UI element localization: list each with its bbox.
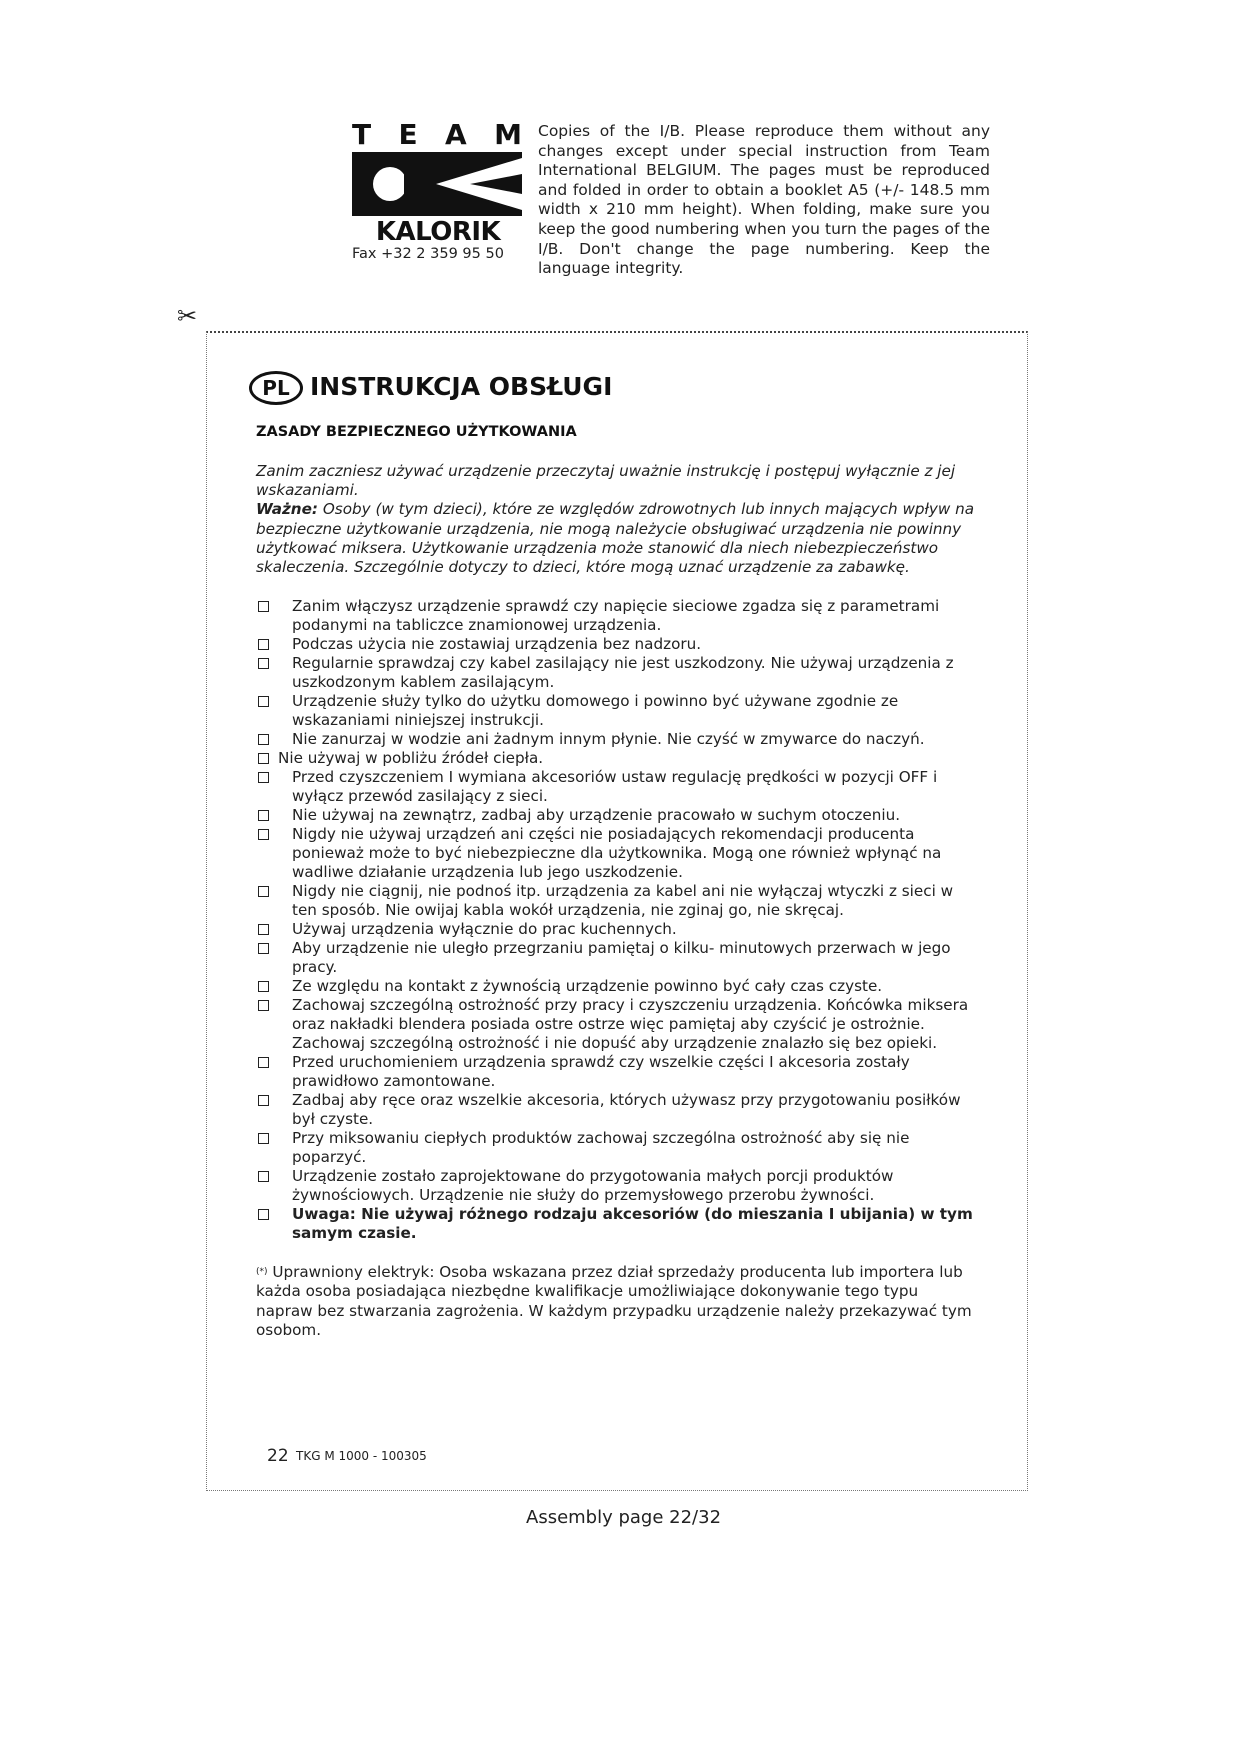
list-item: Urządzenie służy tylko do użytku domowego i powinno być używane zgodnie ze wskazaniami niniejszej instrukcji. <box>256 692 976 730</box>
checkbox-bullet-icon <box>258 1171 269 1182</box>
list-item: Zadbaj aby ręce oraz wszelkie akcesoria, których używasz przy przygotowaniu posiłków był czyste. <box>256 1091 976 1129</box>
list-item: Nie używaj na zewnątrz, zadbaj aby urządzenie pracowało w suchym otoczeniu. <box>256 806 976 825</box>
list-item: Zachowaj szczególną ostrożność przy pracy i czyszczeniu urządzenia. Końcówka miksera oraz nakładki blendera posiada ostre ostrze więc pamiętaj aby czyścić je ostrożnie. Zachowaj szczególną ostrożność i nie dopuść aby urządzenie znalazło się bez opieki. <box>256 996 976 1053</box>
checkbox-bullet-icon <box>258 1209 269 1220</box>
section-heading: ZASADY BEZPIECZNEGO UŻYTKOWANIA <box>256 424 577 440</box>
logo-letter: T <box>352 118 372 151</box>
checkbox-bullet-icon <box>258 753 269 764</box>
list-item: Regularnie sprawdzaj czy kabel zasilający nie jest uszkodzony. Nie używaj urządzenia z uszkodzonym kablem zasilającym. <box>256 654 976 692</box>
list-item: Przy miksowaniu ciepłych produktów zachowaj szczególna ostrożność aby się nie poparzyć. <box>256 1129 976 1167</box>
checkbox-bullet-icon <box>258 886 269 897</box>
checkbox-bullet-icon <box>258 601 269 612</box>
intro-text <box>256 462 976 577</box>
list-item: Nigdy nie ciągnij, nie podnoś itp. urządzenia za kabel ani nie wyłączaj wtyczki z sieci w ten sposób. Nie owijaj kabla wokół urządzenia, nie zginaj go, nie skręcaj. <box>256 882 976 920</box>
checkbox-bullet-icon <box>258 1057 269 1068</box>
checkbox-bullet-icon <box>258 1095 269 1106</box>
safety-list <box>256 597 976 1243</box>
scissors-icon: ✂ <box>177 302 198 330</box>
checkbox-bullet-icon <box>258 981 269 992</box>
logo-letter: M <box>494 118 522 151</box>
list-item: Urządzenie zostało zaprojektowane do przygotowania małych porcji produktów żywnościowych. Urządzenie nie służy do przemysłowego przerobu żywności. <box>256 1167 976 1205</box>
checkbox-bullet-icon <box>258 734 269 745</box>
checkbox-bullet-icon <box>258 1000 269 1011</box>
important-paragraph <box>256 500 976 577</box>
intro-paragraph: Zanim zaczniesz używać urządzenie przeczytaj uważnie instrukcję i postępuj wyłącznie z jej wskazaniami. <box>256 462 956 500</box>
list-item: Ze względu na kontakt z żywnością urządzenie powinno być cały czas czyste. <box>256 977 976 996</box>
checkbox-bullet-icon <box>258 829 269 840</box>
list-item: Podczas użycia nie zostawiaj urządzenia bez nadzoru. <box>256 635 976 654</box>
footnote <box>256 1263 976 1340</box>
checkbox-bullet-icon <box>258 1133 269 1144</box>
fax-number: Fax +32 2 359 95 50 <box>352 246 504 262</box>
document-title: INSTRUKCJA OBSŁUGI <box>310 372 613 401</box>
kalorik-k-logo-icon <box>352 152 522 216</box>
checkbox-bullet-icon <box>258 810 269 821</box>
list-item: Nigdy nie używaj urządzeń ani części nie posiadających rekomendacji producenta ponieważ może to być niebezpieczne dla użytkownika. Mogą one również wpłynąć na wadliwe działanie urządzenia lub jego uszkodzenie. <box>256 825 976 882</box>
list-item: Nie używaj w pobliżu źródeł ciepła. <box>256 749 976 768</box>
important-text: Osoby (w tym dzieci), które ze względów zdrowotnych lub innych mających wpływ na bezpieczne użytkowanie urządzenia, nie mogą należycie obsługiwać urządzenia nie powinny użytkować miksera. Użytkowanie urządzenia może stanowić dla niech niebezpieczeństwo skaleczenia. Szczególnie dotyczy to dzieci, które mogą uznać urządzenie za zabawkę. <box>256 500 975 577</box>
list-item: Nie zanurzaj w wodzie ani żadnym innym płynie. Nie czyść w zmywarce do naczyń. <box>256 730 976 749</box>
assembly-page-label: Assembly page 22/32 <box>526 1507 722 1528</box>
list-item: Przed uruchomieniem urządzenia sprawdź czy wszelkie części I akcesoria zostały prawidłowo zamontowane. <box>256 1053 976 1091</box>
checkbox-bullet-icon <box>258 696 269 707</box>
logo-letter: A <box>445 118 467 151</box>
checkbox-bullet-icon <box>258 943 269 954</box>
list-item: Używaj urządzenia wyłącznie do prac kuchennych. <box>256 920 976 939</box>
important-label: Ważne: <box>256 500 318 519</box>
logo-letter: E <box>398 118 418 151</box>
checkbox-bullet-icon <box>258 924 269 935</box>
list-item: Przed czyszczeniem I wymiana akcesoriów ustaw regulację prędkości w pozycji OFF i wyłącz przewód zasilający z sieci. <box>256 768 976 806</box>
list-item: Aby urządzenie nie uległo przegrzaniu pamiętaj o kilku- minutowych przerwach w jego pracy. <box>256 939 976 977</box>
team-logo-text <box>352 120 522 150</box>
kalorik-logo-text: KALORIK <box>375 217 501 247</box>
footnote-marker: (*) <box>256 1267 268 1277</box>
page-number: 22 <box>267 1446 289 1466</box>
checkbox-bullet-icon <box>258 772 269 783</box>
list-item-warning: Uwaga: Nie używaj różnego rodzaju akcesoriów (do mieszania I ubijania) w tym samym czasie. <box>256 1205 976 1243</box>
checkbox-bullet-icon <box>258 658 269 669</box>
model-code: TKG M 1000 - 100305 <box>296 1449 427 1463</box>
list-item: Zanim włączysz urządzenie sprawdź czy napięcie sieciowe zgadza się z parametrami podanymi na tabliczce znamionowej urządzenia. <box>256 597 976 635</box>
footnote-text: Uprawniony elektryk: Osoba wskazana przez dział sprzedaży producenta lub importera lub każda osoba posiadająca niezbędne kwalifikacje umożliwiające dokonywanie tego typu napraw bez stwarzania zagrożenia. W każdym przypadku urządzenie należy przekazywać tym osobom. <box>256 1263 972 1339</box>
language-badge: PL <box>249 371 303 405</box>
checkbox-bullet-icon <box>258 639 269 650</box>
reproduction-notice: Copies of the I/B. Please reproduce them without any changes except under special instruction from Team International BELGIUM. The pages must be reproduced and folded in order to obtain a booklet A5 (+/- 148.5 mm width x 210 mm height). When folding, make sure you keep the good numbering when you turn the pages of the I/B. Don't change the page numbering. Keep the language integrity. <box>538 122 990 278</box>
